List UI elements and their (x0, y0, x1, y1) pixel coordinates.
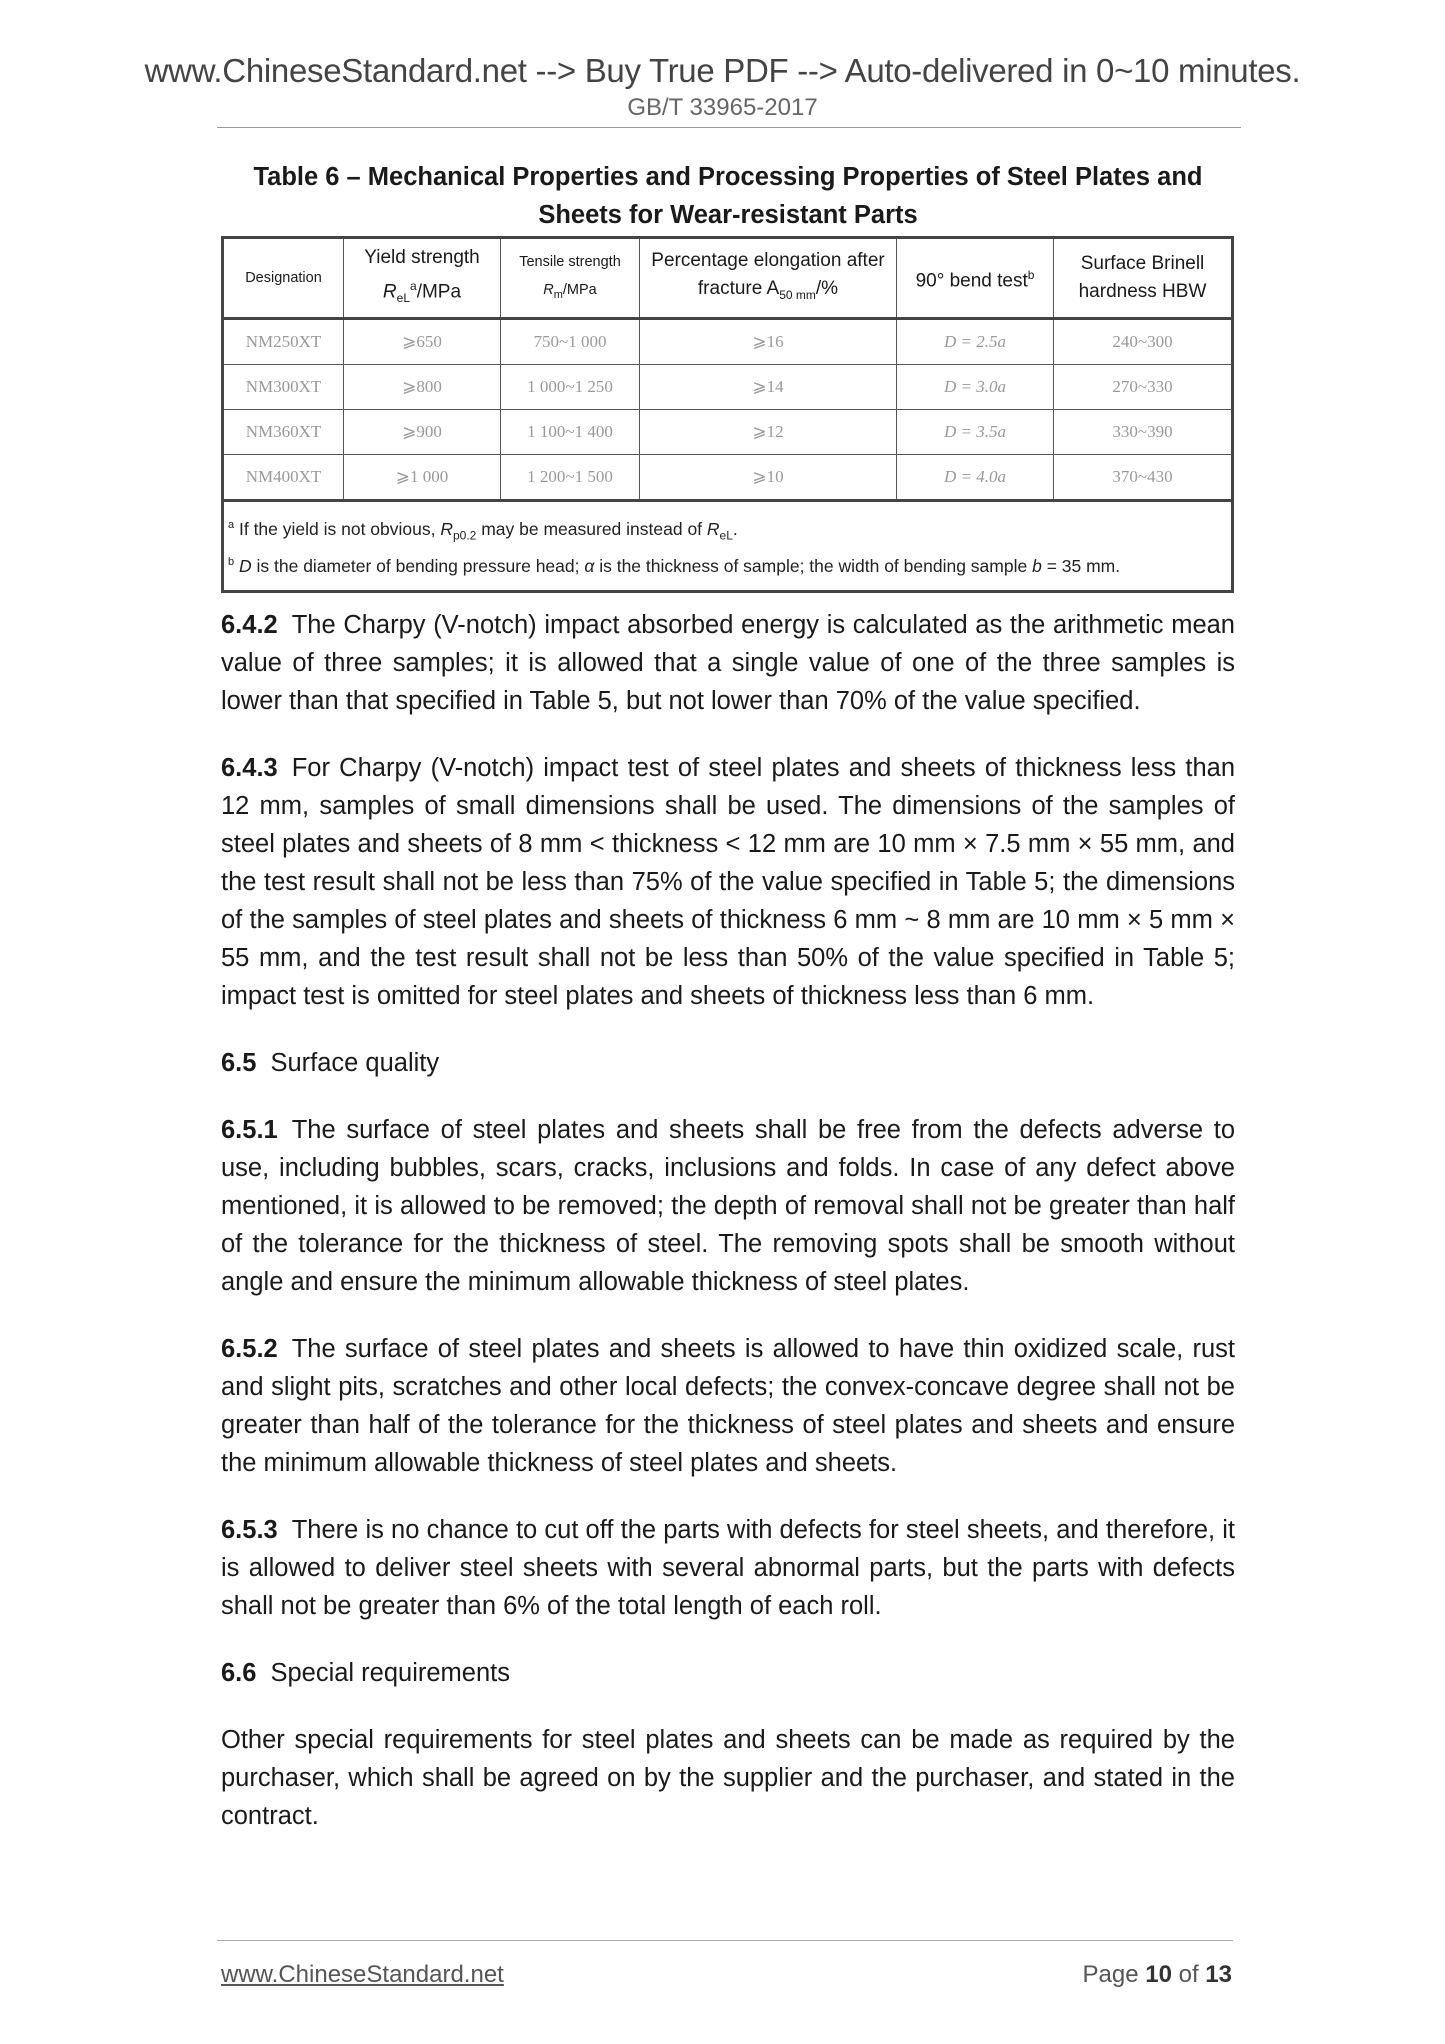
table-cell: 370~430 (1054, 455, 1233, 501)
section-text: The Charpy (V-notch) impact absorbed energy is calculated as the arithmetic mean value of three samples; it is allowed that a single value of one of the three samples is lower than that specified in Table 5, but not lower than 70% of the value specified. (221, 611, 1235, 715)
table-title-line: Sheets for Wear-resistant Parts (538, 201, 918, 229)
table-cell: 1 000~1 250 (501, 365, 640, 410)
table-cell: 1 200~1 500 (501, 455, 640, 501)
section-number: 6.5.2 (221, 1335, 278, 1363)
footer-divider (217, 1940, 1233, 1941)
section-text: The surface of steel plates and sheets shall be free from the defects adverse to use, including bubbles, scars, cracks, inclusions and folds. In case of any defect above mentioned, it is allowed to be removed; the depth of removal shall not be greater than half of the tolerance for the thickness of steel. The removing spots shall be smooth without angle and ensure the minimum allowable thickness of steel plates. (221, 1116, 1235, 1296)
table-header-row (223, 238, 1233, 319)
table-cell: NM400XT (223, 455, 344, 501)
table-cell: 750~1 000 (501, 319, 640, 365)
col-tensile: Tensile strength $R_m$/MPa (501, 238, 640, 319)
section-text: For Charpy (V-notch) impact test of steel plates and sheets of thickness less than 12 mm, samples of small dimensions shall be used. The dimensions of the samples of steel plates and sheets of 8 mm < thickness < 12 mm are 10 mm × 7.5 mm × 55 mm, and the test result shall not be less than 75% of the value specified in Table 5; the dimensions of the samples of steel plates and sheets of thickness 6 mm ~ 8 mm are 10 mm × 5 mm × 55 mm, and the test result shall not be less than 50% of the value specified in Table 5; impact test is omitted for steel plates and sheets of thickness less than 6 mm. (221, 754, 1235, 1010)
properties-table (221, 236, 1234, 593)
table-cell: ⩾10 (640, 455, 897, 501)
table-cell: D = 3.0a (897, 365, 1054, 410)
table-row (223, 455, 1233, 501)
section-text: Surface quality (270, 1049, 440, 1077)
standard-number: GB/T 33965-2017 (627, 94, 818, 121)
section-paragraph (221, 1654, 1235, 1692)
table-notes-row (223, 501, 1233, 592)
note-a: $^a$ If the yield is not obvious, $R_{p0.2}$ may be measured instead of $R_{eL}$. (228, 518, 738, 543)
table-cell: NM300XT (223, 365, 344, 410)
table-cell: 270~330 (1054, 365, 1233, 410)
section-text: Other special requirements for steel plates and sheets can be made as required by the purchaser, which shall be agreed on by the supplier and the purchaser, and stated in the contract. (221, 1726, 1235, 1830)
section-paragraph (221, 1330, 1235, 1482)
table-cell: ⩾900 (344, 410, 501, 455)
section-paragraph (221, 1721, 1235, 1835)
section-number: 6.5.3 (221, 1516, 278, 1544)
section-text: There is no chance to cut off the parts with defects for steel sheets, and therefore, it is allowed to deliver steel sheets with several abnormal parts, but the parts with defects shall not be greater than 6% of the total length of each roll. (221, 1516, 1235, 1620)
col-elongation: Percentage elongation after fracture $A_{50 mm}/\%$ (640, 238, 897, 319)
section-number: 6.4.2 (221, 611, 278, 639)
section-number: 6.5.1 (221, 1116, 278, 1144)
table-title-line: Table 6 – Mechanical Properties and Processing Properties of Steel Plates and (253, 163, 1203, 191)
table-cell: ⩾1 000 (344, 455, 501, 501)
section-paragraph (221, 1111, 1235, 1301)
footer-website-link[interactable]: www.ChineseStandard.net (221, 1961, 504, 1988)
page-number: Page 10 of 13 (1082, 1961, 1232, 1988)
section-paragraph (221, 1511, 1235, 1625)
section-number: 6.6 (221, 1659, 257, 1687)
table-row (223, 410, 1233, 455)
table-cell: D = 3.5a (897, 410, 1054, 455)
section-text: Special requirements (270, 1659, 510, 1687)
table-cell: 240~300 (1054, 319, 1233, 365)
note-b: $^b$ D is the diameter of bending pressure head; α is the thickness of sample; the width of bending sample b = 35 mm. (228, 556, 1121, 577)
table-notes (223, 501, 1233, 592)
table-cell: D = 2.5a (897, 319, 1054, 365)
table-cell: D = 4.0a (897, 455, 1054, 501)
col-hardness: Surface Brinell hardness HBW (1054, 238, 1233, 319)
section-number: 6.4.3 (221, 754, 278, 782)
table-cell: ⩾16 (640, 319, 897, 365)
col-designation: Designation (223, 238, 344, 319)
table-cell: ⩾12 (640, 410, 897, 455)
section-paragraph (221, 1044, 1235, 1082)
table-cell: 330~390 (1054, 410, 1233, 455)
section-number: 6.5 (221, 1049, 257, 1077)
table-cell: NM250XT (223, 319, 344, 365)
table-row (223, 365, 1233, 410)
table-cell: NM360XT (223, 410, 344, 455)
section-paragraph (221, 606, 1235, 720)
table-title (221, 158, 1235, 234)
section-paragraph (221, 749, 1235, 1015)
table-row (223, 319, 1233, 365)
table-cell: ⩾14 (640, 365, 897, 410)
table-cell: 1 100~1 400 (501, 410, 640, 455)
col-bend-test: 90° bend test$^b$ (897, 238, 1054, 319)
header-banner-link[interactable]: www.ChineseStandard.net --> Buy True PDF --> Auto-delivered in 0~10 minutes. (144, 52, 1301, 89)
table-cell: ⩾800 (344, 365, 501, 410)
col-yield: Yield strength $R_{eL}^a$/MPa (344, 238, 501, 319)
header-divider (217, 127, 1241, 128)
table-cell: ⩾650 (344, 319, 501, 365)
section-text: The surface of steel plates and sheets is allowed to have thin oxidized scale, rust and slight pits, scratches and other local defects; the convex-concave degree shall not be greater than half of the tolerance for the thickness of steel plates and sheets and ensure the minimum allowable thickness of steel plates and sheets. (221, 1335, 1235, 1477)
body-text (221, 606, 1235, 1864)
